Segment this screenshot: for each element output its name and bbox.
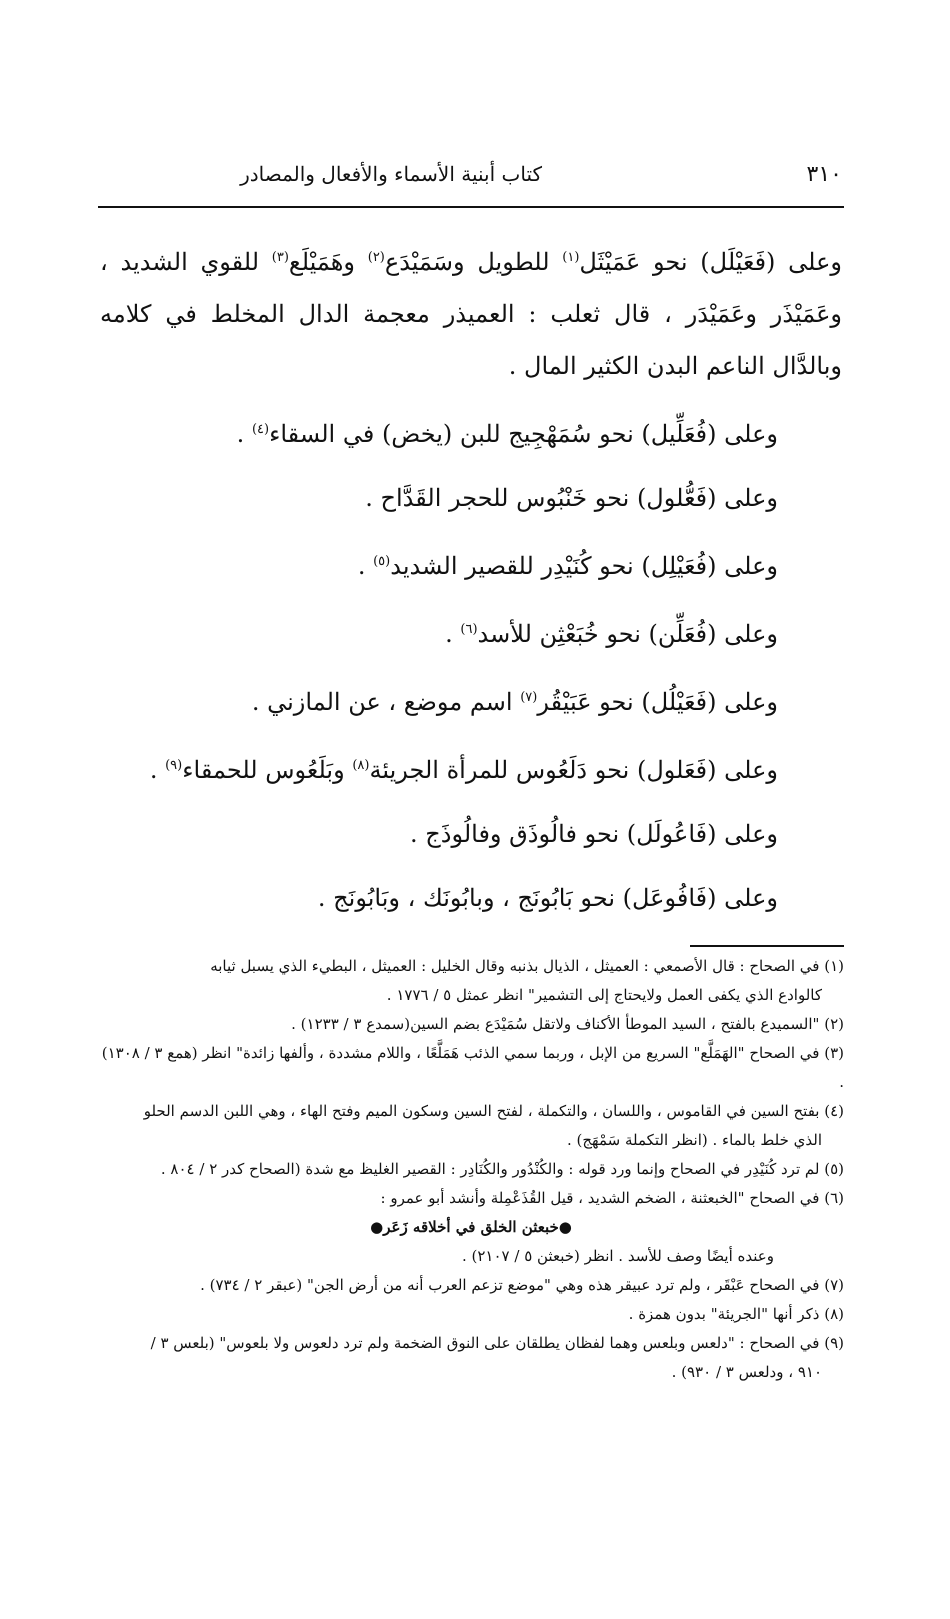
- footnote-9: (٩) في الصحاح : "دلعس وبلعس وهما لفظان يطلقان على النوق الضخمة ولم ترد دلعوس ولا بلعوس" (بلعس ٣ /: [150, 1334, 844, 1352]
- entry-tail: اسم موضع ، عن المازني .: [251, 688, 521, 716]
- paragraph-text: للطويل وسَمَيْدَع: [384, 248, 563, 276]
- footnote-rule: [690, 945, 844, 947]
- entry-tail: .: [236, 420, 252, 448]
- footnote-8: (٨) ذكر أنها "الجريئة" بدون همزة .: [628, 1305, 844, 1323]
- header-rule: [98, 206, 844, 208]
- entry-text: وعلى (فَافُوعَل) نحو بَابُونَج ، وبابُونَك ، وبَابُونَج .: [317, 884, 778, 912]
- footnote-1-continued: كالوادع الذي يكفى العمل ولايحتاج إلى التشمير" انظر عمثل ٥ / ١٧٧٦ .: [386, 986, 822, 1004]
- footnote-ref-4[interactable]: (٤): [251, 422, 270, 437]
- footnote-6-verse: ●خبعثن الخلق في أخلاقه زَعَر●: [370, 1218, 572, 1236]
- footnote-ref-1[interactable]: (١): [562, 250, 580, 265]
- footnote-2: (٢) "السميدع بالفتح ، السيد الموطأ الأكناف ولاتقل سُمَيْدَع بضم السين(سمدع ٣ / ١٢٣٣) .: [291, 1015, 844, 1033]
- entry-text: وعلى (فَعَيْلُل) نحو عَبَيْقُر: [537, 688, 778, 716]
- entry-text: وعلى (فُعَلِّيل) نحو سُمَهْجِيج للبن (يخض) في السقاء: [269, 420, 778, 448]
- entry-text: وعلى (فَعُّلول) نحو خَنْبُوس للحجر القَدَّاح .: [365, 484, 778, 512]
- footnote-4: (٤) بفتح السين في القاموس ، واللسان ، والتكملة ، لفتح السين وسكون الميم وفتح الهاء ، وهي اللبن الدسم الحلو: [143, 1102, 844, 1120]
- footnote-ref-5[interactable]: (٥): [373, 554, 391, 569]
- running-title: كتاب أبنية الأسماء والأفعال والمصادر: [240, 162, 542, 186]
- footnote-ref-3[interactable]: (٣): [271, 250, 289, 265]
- footnote-ref-7[interactable]: (٧): [520, 690, 538, 705]
- entry-tail: .: [357, 552, 374, 580]
- entry-line: [100, 866, 842, 930]
- entry-line: [100, 598, 842, 666]
- entry-text: وعلى (فُعَيْلِل) نحو كُنَيْدِر للقصير الشديد: [390, 552, 778, 580]
- entry-line: [100, 398, 842, 466]
- footnote-1: (١) في الصحاح : قال الأصمعي : العميثل ، الذيال بذنبه وقال الخليل : العميثل ، البطيء الذي يسبل ثيابه: [210, 957, 844, 975]
- page-header: [98, 160, 842, 204]
- footnote-ref-8[interactable]: (٨): [352, 758, 370, 773]
- footnote-5: (٥) لم ترد كُنَيْدِر في الصحاح وإنما ورد قوله : والكُنْدُور والكُنَادِر : القصير الغليظ مع شدة (الصحاح كدر ٢ / ٨٠٤ .: [160, 1160, 844, 1178]
- paragraph-text: وعلى (فَعَيْلَل) نحو عَمَيْثَل: [579, 248, 843, 276]
- paragraph-fa-ay-lal: [100, 232, 842, 392]
- entry-text: وعلى (فَاعُولَل) نحو فالُوذَق وفالُوذَج .: [410, 820, 778, 848]
- footnote-6: (٦) في الصحاح "الخبعثنة ، الضخم الشديد ، قيل القُذَعْمِلة وأنشد أبو عمرو :: [380, 1189, 844, 1207]
- entry-line: [100, 466, 842, 530]
- footnote-7: (٧) في الصحاح عَبْقَر ، ولم ترد عبيقر هذه وهي "موضع تزعم العرب أنه من أرض الجن" (عبقر ٢ / ٧٣٤) .: [200, 1276, 844, 1294]
- footnote-ref-9[interactable]: (٩): [165, 758, 183, 773]
- page-number: ٣١٠: [806, 162, 842, 187]
- footnote-9-continued: ٩١٠ ، ودلعس ٣ / ٩٣٠) .: [671, 1363, 822, 1381]
- entry-line: [100, 802, 842, 866]
- entry-line: [100, 666, 842, 734]
- entry-text: وعلى (فَعَلول) نحو دَلَعُوس للمرأة الجريئة: [369, 756, 778, 784]
- entry-line: [100, 734, 842, 802]
- entry-line: [100, 530, 842, 598]
- entry-tail: .: [149, 756, 166, 784]
- main-text: [100, 232, 842, 930]
- paragraph-text: للقوي الشديد ، وعَمَيْذَر وعَمَيْدَر ، قال ثعلب : العميذر معجمة الدال المخلط في كلامه وبالدَّال الناعم البدن الكثير المال .: [100, 248, 842, 380]
- entry-text: وعلى (فُعَلِّن) نحو خُبَعْثِن للأسد: [477, 620, 778, 648]
- footnote-ref-6[interactable]: (٦): [460, 622, 478, 637]
- footnotes: [98, 952, 844, 1387]
- footnote-4-continued: الذي خلط بالماء . (انظر التكملة سَمْهَج) .: [566, 1131, 822, 1149]
- footnote-ref-2[interactable]: (٢): [367, 250, 385, 265]
- entry-tail: وبَلَعُوس للحمقاء: [182, 756, 353, 784]
- footnote-6-continued: وعنده أيضًا وصف للأسد . انظر (خبعثن ٥ / ٢١٠٧) .: [461, 1247, 774, 1265]
- entry-tail: .: [445, 620, 461, 648]
- paragraph-text: وهَمَيْلَع: [288, 248, 368, 276]
- footnote-3: (٣) في الصحاح "الهَمَلَّع" السريع من الإبل ، وربما سمي الذئب هَمَلَّعًا ، واللام مشددة ، وألفها زائدة" انظر (همع ٣ / ١٣٠٨) .: [101, 1044, 844, 1091]
